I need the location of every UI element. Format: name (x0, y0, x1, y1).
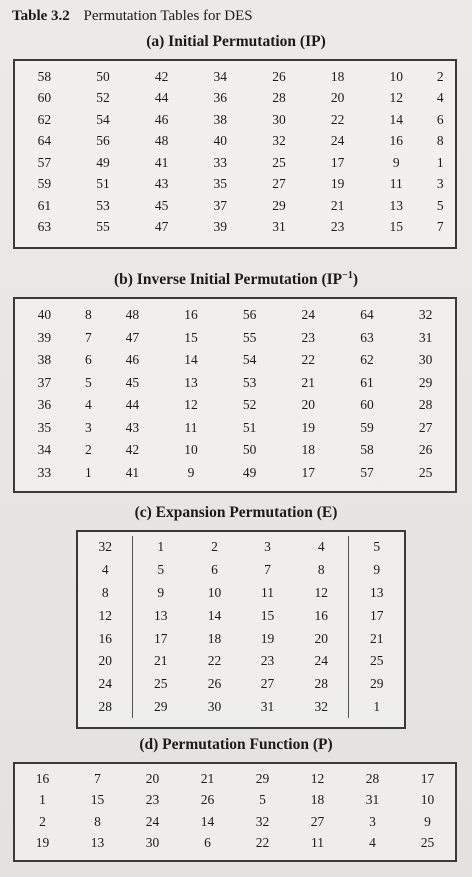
table-cell: 30 (207, 698, 222, 714)
table-row (15, 394, 455, 417)
table-cell: 5 (349, 536, 404, 559)
table-cell: 64 (360, 307, 374, 323)
table-cell: 25 (153, 676, 168, 692)
subtable-a-title: (a) Initial Permutation (IP) (146, 33, 326, 50)
table-cell: 12 (310, 770, 325, 786)
table-cell: 4 (84, 397, 92, 413)
table-cell: 5 (157, 562, 165, 578)
table-cell: 13 (184, 374, 198, 390)
table-cell: 17 (330, 154, 345, 170)
table-cell: 40 (37, 307, 52, 323)
subtable-d-title: (d) Permutation Function (P) (139, 736, 333, 753)
table-cell: 18 (207, 630, 222, 646)
subtable-b-title-text: (b) Inverse Initial Permutation (IP (113, 271, 343, 289)
table-cell: 24 (145, 813, 160, 829)
table-cell: 12 (184, 397, 198, 413)
table-cell: 10 (389, 68, 404, 84)
table-cell: 2 (84, 442, 92, 458)
table-cell: 4 (317, 539, 325, 555)
table-cell: 17 (349, 604, 404, 627)
table-cell: 33 (213, 154, 228, 170)
table-cell: 48 (154, 133, 169, 149)
table-row (15, 833, 455, 855)
table-cell: 8 (84, 307, 92, 323)
table-title: Permutation Tables for DES (83, 8, 253, 24)
table-cell: 46 (125, 352, 140, 368)
table-cell: 3 (436, 176, 444, 192)
table-cell: 2 (436, 68, 444, 84)
table-cell: 22 (330, 111, 345, 127)
table-cell: 48 (125, 307, 140, 323)
table-cell: 29 (153, 698, 168, 714)
table-cell: 27 (272, 176, 286, 192)
table-cell: 24 (301, 307, 316, 323)
table-cell: 7 (264, 562, 271, 578)
table-cell: 62 (37, 111, 52, 127)
table-cell: 22 (301, 352, 316, 368)
table-cell: 33 (37, 464, 52, 480)
table-cell: 26 (200, 792, 215, 808)
table-cell: 23 (145, 792, 160, 808)
table-cell: 31 (260, 698, 275, 714)
table-cell: 23 (260, 653, 275, 669)
subtable-c-title: (c) Expansion Permutation (E) (134, 504, 338, 521)
table-cell: 8 (317, 562, 325, 578)
table-cell: 8 (436, 133, 444, 149)
table-cell: 5 (84, 374, 92, 390)
table-row (15, 217, 455, 239)
table-cell: 24 (314, 653, 328, 669)
table-cell: 21 (200, 770, 215, 786)
table-row (15, 768, 455, 790)
expansion-permutation-grid (78, 536, 404, 718)
table-cell: 50 (96, 68, 110, 84)
table-cell: 14 (207, 607, 222, 623)
table-cell: 61 (37, 197, 52, 213)
table-cell: 8 (78, 582, 133, 605)
table-cell: 11 (184, 419, 198, 435)
table-cell: 4 (369, 835, 376, 851)
table-cell: 20 (330, 90, 345, 106)
table-cell: 20 (145, 770, 160, 786)
table-cell: 38 (37, 352, 52, 368)
table-row (15, 152, 455, 174)
subtable-b-title-close: ) (352, 271, 359, 289)
table-cell: 13 (349, 582, 404, 605)
table-cell: 19 (35, 835, 50, 851)
table-cell: 2 (211, 539, 218, 555)
table-cell: 35 (37, 419, 52, 435)
permutation-function-grid (15, 768, 455, 854)
table-cell: 3 (84, 419, 92, 435)
table-cell: 17 (301, 464, 316, 480)
table-cell: 25 (418, 464, 433, 480)
table-cell: 30 (418, 352, 433, 368)
table-cell: 21 (153, 653, 168, 669)
table-cell: 51 (96, 176, 110, 192)
table-cell: 12 (314, 584, 328, 600)
table-cell: 39 (213, 219, 228, 235)
table-cell: 32 (255, 813, 270, 829)
table-cell: 55 (242, 329, 257, 345)
table-cell: 16 (314, 607, 328, 623)
table-cell: 22 (207, 653, 222, 669)
table-cell: 21 (349, 627, 404, 650)
table-cell: 13 (389, 197, 404, 213)
table-cell: 26 (418, 442, 433, 458)
table-cell: 43 (125, 419, 140, 435)
table-cell: 17 (153, 630, 168, 646)
table-cell: 21 (301, 374, 316, 390)
table-cell: 31 (418, 329, 433, 345)
table-cell: 4 (436, 90, 444, 106)
table-cell: 37 (37, 374, 52, 390)
table-cell: 58 (360, 442, 374, 458)
table-cell: 35 (213, 176, 228, 192)
table-cell: 60 (37, 90, 52, 106)
table-cell: 9 (157, 584, 165, 600)
table-row (78, 582, 404, 605)
table-cell: 52 (242, 397, 257, 413)
table-cell: 6 (204, 835, 211, 851)
table-cell: 1 (349, 696, 404, 719)
table-row (15, 462, 455, 485)
table-row (15, 195, 455, 217)
table-cell: 32 (418, 307, 433, 323)
table-cell: 25 (349, 650, 404, 673)
table-row (15, 439, 455, 462)
table-cell: 11 (311, 835, 324, 851)
table-row (78, 536, 404, 559)
table-row (15, 66, 455, 88)
table-cell: 27 (310, 813, 325, 829)
table-cell: 52 (96, 90, 110, 106)
table-cell: 39 (37, 329, 52, 345)
table-cell: 3 (369, 813, 376, 829)
table-cell: 46 (154, 111, 169, 127)
table-cell: 54 (242, 352, 257, 368)
subtable-b-title-superscript: −1 (342, 270, 353, 281)
table-cell: 9 (349, 559, 404, 582)
table-cell: 56 (96, 133, 110, 149)
table-cell: 41 (154, 154, 169, 170)
table-cell: 28 (272, 90, 286, 106)
table-cell: 43 (154, 176, 169, 192)
table-row (15, 417, 455, 440)
table-cell: 49 (242, 464, 257, 480)
table-cell: 11 (389, 176, 403, 192)
table-cell: 21 (330, 197, 345, 213)
table-row (78, 696, 404, 719)
table-cell: 49 (96, 154, 110, 170)
initial-permutation-table (13, 59, 457, 249)
table-cell: 23 (330, 219, 345, 235)
table-row (15, 131, 455, 153)
table-cell: 61 (360, 374, 374, 390)
table-cell: 6 (84, 352, 92, 368)
table-cell: 62 (360, 352, 374, 368)
table-row (15, 327, 455, 350)
table-row (15, 349, 455, 372)
table-cell: 29 (272, 197, 286, 213)
table-cell: 5 (259, 792, 266, 808)
table-cell: 63 (360, 329, 374, 345)
table-cell: 32 (78, 536, 133, 559)
table-cell: 47 (154, 219, 169, 235)
table-cell: 26 (207, 676, 222, 692)
table-cell: 42 (125, 442, 140, 458)
table-cell: 19 (330, 176, 345, 192)
table-row (15, 174, 455, 196)
table-cell: 28 (365, 770, 380, 786)
table-cell: 45 (154, 197, 169, 213)
table-cell: 50 (242, 442, 257, 458)
table-cell: 34 (213, 68, 228, 84)
table-cell: 32 (314, 698, 328, 714)
table-cell: 18 (310, 792, 325, 808)
permutation-function-table (13, 762, 457, 862)
table-cell: 40 (213, 133, 228, 149)
table-cell: 9 (424, 813, 431, 829)
table-cell: 20 (78, 650, 133, 673)
table-row (15, 304, 455, 327)
table-cell: 26 (272, 68, 286, 84)
table-cell: 7 (436, 219, 444, 235)
table-row (78, 559, 404, 582)
table-cell: 36 (213, 90, 228, 106)
table-cell: 64 (37, 133, 52, 149)
table-cell: 16 (184, 307, 198, 323)
table-cell: 53 (242, 374, 257, 390)
table-cell: 18 (301, 442, 316, 458)
table-cell: 8 (94, 813, 101, 829)
table-cell: 55 (96, 219, 110, 235)
table-cell: 30 (272, 111, 286, 127)
table-cell: 15 (389, 219, 404, 235)
table-cell: 20 (301, 397, 316, 413)
table-cell: 25 (420, 835, 435, 851)
table-cell: 34 (37, 442, 52, 458)
table-cell: 1 (157, 539, 165, 555)
table-caption (12, 8, 253, 25)
table-cell: 9 (187, 464, 195, 480)
table-cell: 7 (94, 770, 101, 786)
table-cell: 25 (272, 154, 286, 170)
table-cell: 57 (360, 464, 374, 480)
table-cell: 10 (207, 584, 222, 600)
table-cell: 32 (272, 133, 286, 149)
table-cell: 14 (389, 111, 404, 127)
table-cell: 59 (37, 176, 52, 192)
table-cell: 31 (365, 792, 380, 808)
initial-permutation-grid (15, 66, 455, 238)
table-cell: 37 (213, 197, 228, 213)
table-cell: 47 (125, 329, 140, 345)
table-cell: 6 (436, 111, 444, 127)
table-cell: 44 (154, 90, 169, 106)
table-cell: 18 (330, 68, 345, 84)
table-number: Table 3.2 (12, 8, 70, 24)
table-row (78, 650, 404, 673)
table-cell: 22 (255, 835, 270, 851)
table-row (78, 673, 404, 696)
table-cell: 13 (153, 607, 168, 623)
expansion-permutation-table (76, 530, 406, 729)
table-cell: 41 (125, 464, 140, 480)
table-cell: 42 (154, 68, 169, 84)
table-cell: 13 (90, 835, 105, 851)
table-row (15, 372, 455, 395)
table-cell: 3 (264, 539, 271, 555)
table-cell: 1 (39, 792, 46, 808)
table-cell: 16 (35, 770, 50, 786)
table-cell: 60 (360, 397, 374, 413)
table-cell: 10 (420, 792, 435, 808)
table-cell: 59 (360, 419, 374, 435)
table-cell: 17 (420, 770, 435, 786)
table-cell: 16 (389, 133, 404, 149)
table-cell: 27 (260, 676, 275, 692)
table-row (15, 109, 455, 131)
table-cell: 2 (39, 813, 46, 829)
table-cell: 29 (418, 374, 433, 390)
table-cell: 1 (84, 464, 92, 480)
table-cell: 51 (242, 419, 257, 435)
table-cell: 11 (260, 584, 274, 600)
table-cell: 44 (125, 397, 140, 413)
table-cell: 16 (78, 627, 133, 650)
table-cell: 15 (184, 329, 198, 345)
table-row (15, 811, 455, 833)
table-cell: 30 (145, 835, 160, 851)
table-cell: 20 (314, 630, 328, 646)
table-cell: 54 (96, 111, 110, 127)
table-cell: 45 (125, 374, 140, 390)
table-cell: 10 (184, 442, 198, 458)
table-row (15, 790, 455, 812)
table-row (15, 88, 455, 110)
inverse-initial-permutation-grid (15, 304, 455, 484)
table-cell: 19 (301, 419, 316, 435)
table-cell: 1 (436, 154, 444, 170)
table-cell: 23 (301, 329, 316, 345)
table-cell: 27 (418, 419, 433, 435)
table-row (78, 604, 404, 627)
table-cell: 19 (260, 630, 275, 646)
table-cell: 63 (37, 219, 52, 235)
table-cell: 7 (84, 329, 92, 345)
table-cell: 53 (96, 197, 110, 213)
table-cell: 12 (78, 604, 133, 627)
subtable-b-title (0, 270, 472, 289)
table-cell: 14 (200, 813, 215, 829)
table-cell: 14 (184, 352, 198, 368)
table-cell: 28 (314, 676, 328, 692)
table-cell: 15 (260, 607, 275, 623)
table-cell: 58 (37, 68, 52, 84)
inverse-initial-permutation-table (13, 297, 457, 493)
table-cell: 9 (392, 154, 400, 170)
table-cell: 28 (78, 696, 133, 719)
table-cell: 36 (37, 397, 52, 413)
table-cell: 57 (37, 154, 52, 170)
table-cell: 6 (211, 562, 218, 578)
table-cell: 5 (436, 197, 444, 213)
table-cell: 24 (330, 133, 345, 149)
table-cell: 28 (418, 397, 433, 413)
table-cell: 4 (78, 559, 133, 582)
table-row (78, 627, 404, 650)
table-cell: 12 (389, 90, 404, 106)
table-cell: 24 (78, 673, 133, 696)
table-cell: 31 (272, 219, 286, 235)
table-cell: 15 (90, 792, 105, 808)
table-cell: 29 (255, 770, 270, 786)
table-cell: 38 (213, 111, 228, 127)
table-cell: 29 (349, 673, 404, 696)
table-cell: 56 (242, 307, 257, 323)
